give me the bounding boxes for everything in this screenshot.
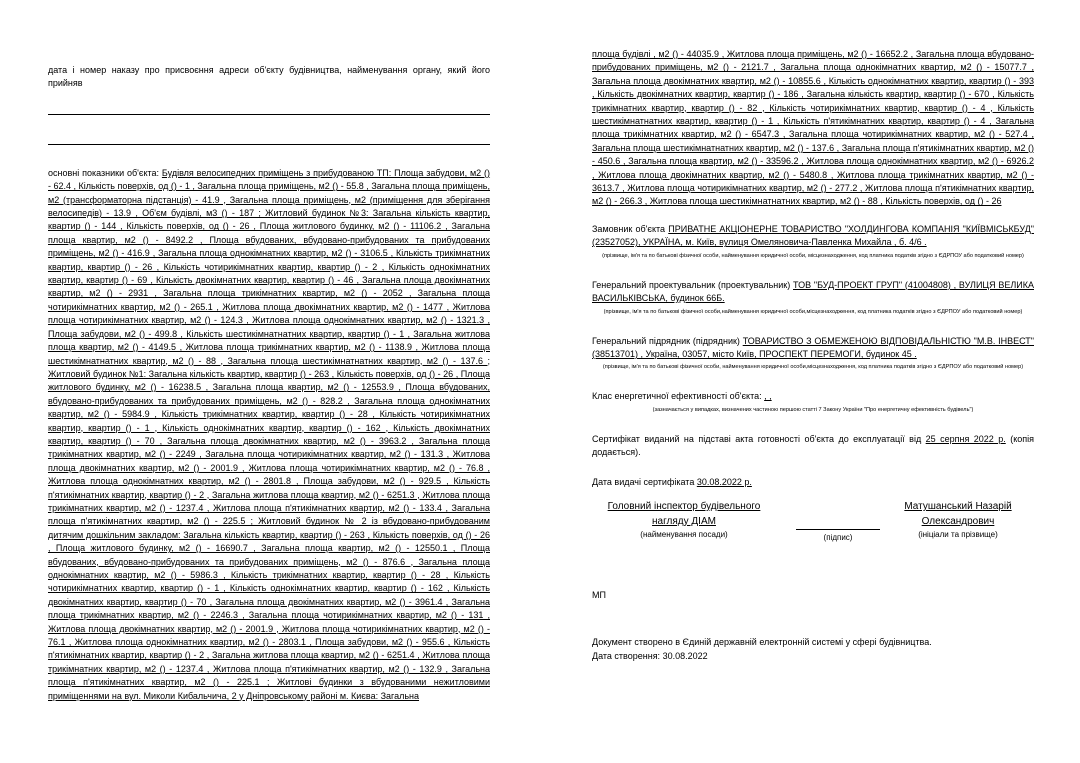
act-date: 25 серпня 2022 р. [925,433,1006,444]
customer-label: Замовник об'єкта [592,223,669,234]
energy-class [592,390,1034,403]
customer-value: ПРИВАТНЕ АКЦІОНЕРНЕ ТОВАРИСТВО "ХОЛДИНГОВА КОМПАНІЯ "КИЇВМІСЬКБУД" (23527052), УКРАЇНА, м. Київ, вулиця Омеляновича-Павленка Михайла , б. 4/6 . [592,223,1034,248]
energy-label: Клас енергетичної ефективності об'єкта: [592,391,765,402]
footer-line-2: Дата створення: 30.08.2022 [592,650,708,661]
left-column [48,64,490,703]
customer-block [592,223,1034,250]
contractor-block [592,335,1034,362]
certificate-basis-post: (копія додається). [592,433,1034,458]
order-header: дата і номер наказу про присвоєння адреси об'єкту будівництва, найменування органу, який його прийняв [48,65,490,89]
name-caption: (ініціали та прізвище) [918,529,998,539]
customer-note: (прізвище, ім'я та по батькові фізичної особи, найменування юридичної особи, місцезнаходження, код платника податків згідно з ЄДРПОУ або податковий номер) [602,252,1024,259]
contractor-note: (прізвище, ім'я та по батькові фізичної особи, найменування юридичної особи,місцезнаходження, код платника податків згідно з ЄДРПОУ або податковий номер) [602,364,1024,371]
main-indicators [48,167,490,703]
designer-value: ТОВ "БУД-ПРОЕКТ ГРУП" (41004808) , ВУЛИЦЯ ВЕЛИКА ВАСИЛЬКІВСЬКА, будинок 66Б. [592,279,1034,304]
name-block [882,499,1034,541]
contractor-label: Генеральний підрядник (підрядник) [592,335,743,346]
right-column [592,48,1034,663]
issue-date-label: Дата видачі сертифіката [592,476,697,487]
signature-line [796,529,880,530]
indicators-continuation: площа будівлі , м2 () - 44035.9 , Житлова площа приміщень, м2 () - 16652.2 , Загальна площа вбудовано-прибудованих приміщень, м2 () - 2121.7 , Загальна площа однокімнатних квартир, м2 () - 15077.7 , Загальна площа двокімнатних квартир, м2 () - 10855.6 , Кількість однокімнатних квартир, квартир () - 393 , Кількість двокімнатних квартир, квартир () - 186 , Загальна кількість квартир, квартир () - 670 , Кількість трикімнатних квартир, квартир () - 82 , Кількість чотирикімнатних квартир, квартир () - 4 , Кількість шестикімнатнатних квартир, квартир () - 1 , Кількість п'ятикімнатних квартир, квартир () - 4 , Загальна площа трикімнатних квартир, м2 () - 6547.3 , Загальна площа чотирикімнатних квартир, м2 () - 527.4 , Загальна площа шестикімнатнатних квартир, м2 () - 137.6 , Загальна площа п'ятикімнатних квартир, м2 () - 450.6 , Загальна площа квартир, м2 () - 33596.2 , Житлова площа однокімнатних квартир, м2 () - 6926.2 , Житлова площа двокімнатних квартир, м2 () - 5480.8 , Житлова площа трикімнатних квартир, м2 () - 3613.7 , Житлова площа чотирикімнатних квартир, м2 () - 277.2 , Житлова площа п'ятикімнатних квартир, м2 () - 266.3 , Житлова площа шестикімнатнатних квартир, м2 () - 88 , Кількість поверхів, од () - 26 [592,49,1034,207]
issue-date-block [592,476,1034,489]
certificate-basis-pre: Сертифікат виданий на підставі акта готовності об'єкта до експлуатації від [592,433,926,444]
designer-note: (прізвище, ім'я та по батькові фізичної особи,найменування юридичної особи,місцезнаходження, код платника податків згідно з ЄДРПОУ або податковий номер) [603,308,1023,315]
position-block [592,499,776,541]
position-value: Головний інспектор будівельного нагляду ДІАМ [607,500,761,527]
signature-block [796,499,880,544]
signature-space [796,499,880,529]
issue-date: 30.08.2022 р. [696,476,752,487]
inspector-name: Матушанський Назарій Олександрович [904,500,1012,527]
certificate-basis [592,433,1034,460]
signature-row [592,499,1034,591]
main-indicators-label: основні показники об'єкта: [48,167,162,178]
stamp-place: МП [592,589,606,600]
blank-line-2 [48,144,490,145]
blank-line-1 [48,114,490,115]
contractor-value: ТОВАРИСТВО З ОБМЕЖЕНОЮ ВІДПОВІДАЛЬНІСТЮ "М.В. ІНВЕСТ" (38513701) , Україна, 03057, місто Київ, ПРОСПЕКТ ПЕРЕМОГИ, будинок 45 . [592,335,1034,359]
energy-note: (зазначається у випадках, визначених частиною першою статті 7 Закону України "Про енергетичну ефективність будівель") [652,406,974,413]
signature-caption: (підпис) [823,532,853,542]
footer-line-1: Документ створено в Єдиній державній електронній системі у сфері будівництва. [592,637,932,648]
designer-block [592,279,1034,306]
energy-value: , , [764,391,772,402]
designer-label: Генеральний проектувальник (проектувальник) [592,279,793,290]
position-caption: (найменування посади) [640,529,728,539]
main-indicators-text: Будівля велосипедних приміщень з прибудованою ТП: Площа забудови, м2 () - 62.4 , Кількість поверхів, од () - 1 , Загальна площа приміщень, м2 () - 55.8 , Загальна площа приміщень, м2 (трансформаторна підстанція) - 41.9 , Загальна площа приміщень, м2 (приміщення для зберігання велосипедів) - 13.9 , Об'єм будівлі, м3 () - 187 ; Житловий будинок №3: Загальна кількість квартир, квартир () - 144 , Кількість поверхів, од () - 26 , Площа житлового будинку, м2 () - 11106.2 , Загальна площа квартир, м2 () - 8492.2 , Площа вбудованих, вбудовано-прибудованих та прибудованих приміщень, м2 () - 416.9 , Загальна площа однокімнатних квартир, м2 () - 3106.5 , Кількість трикімнатних квартир, квартир () - 26 , Кількість чотирикімнатних квартир, квартир () - 2 , Кількість однокімнатних квартир, квартир () - 69 , Кількість двокімнатних квартир, квартир () - 46 , Загальна площа двокімнатних квартир, м2 () - 2931 , Загальна площа трикімнатних квартир, м2 () - 2052 , Загальна площа чотирикімнатних квартир, м2 () - 265.1 , Житлова площа двокімнатних квартир, м2 () - 1477 , Житлова площа чотирикімнатних квартир, м2 () - 124.3 , Житлова площа однокімнатних квартир, м2 () - 1321.3 , Площа забудови, м2 () - 499.8 , Кількість шестикімнатнатних квартир, квартир () - 1 , Загальна житлова площа квартир, м2 () - 4149.5 , Житлова площа трикімнатних квартир, м2 () - 1138.9 , Житлова площа шестикімнатнатних квартир, м2 () - 88 , Загальна площа шестикімнатнатних квартир, м2 () - 137.6 ; Житловий будинок №1: Загальна кількість квартир, квартир () - 263 , Кількість поверхів, од () - 26 , Площа житлового будинку, м2 () - 16238.5 , Загальна площа квартир, м2 () - 12553.9 , Площа вбудованих, вбудовано-прибудованих та прибудованих приміщень, м2 () - 828.2 , Загальна площа однокімнатних квартир, м2 () - 5984.9 , Кількість трикімнатних квартир, квартир () - 28 , Кількість чотирикімнатних квартир, квартир () - 1 , Кількість однокімнатних квартир, квартир () - 162 , Кількість двокімнатних квартир, квартир () - 70 , Загальна площа двокімнатних квартир, м2 () - 3963.2 , Загальна площа трикімнатних квартир, м2 () - 2249 , Загальна площа чотирикімнатних квартир, м2 () - 131.3 , Житлова площа двокімнатних квартир, м2 () - 2001.9 , Житлова площа чотирикімнатних квартир, м2 () - 76.8 , Житлова площа однокімнатних квартир, м2 () - 2801.8 , Площа забудови, м2 () - 929.5 , Кількість п'ятикімнатних квартир, квартир () - 2 , Загальна житлова площа квартир, м2 () - 6251.3 , Житлова площа трикімнатних квартир, м2 () - 1237.4 , Житлова площа п'ятикімнатних квартир, м2 () - 133.4 , Загальна площа п'ятикімнатних квартир, м2 () - 225.5 ; Житловий будинок № 2 із вбудовано-прибудованим дитячим дошкільним закладом: Загальна кількість квартир, квартир () - 263 , Кількість поверхів, од () - 26 , Площа житлового будинку, м2 () - 16690.7 , Загальна площа квартир, м2 () - 12550.1 , Площа вбудованих, вбудовано-прибудованих та прибудованих приміщень, м2 () - 876.6 , Загальна площа однокімнатних квартир, м2 () - 5986.3 , Кількість трикімнатних квартир, квартир () - 28 , Кількість чотирикімнатних квартир, квартир () - 1 , Кількість однокімнатних квартир, квартир () - 162 , Кількість двокімнатних квартир, квартир () - 70 , Загальна площа двокімнатних квартир, м2 () - 3961.4 , Загальна площа трикімнатних квартир, м2 () - 2246.3 , Загальна площа чотирикімнатних квартир, м2 () - 131 , Житлова площа двокімнатних квартир, м2 () - 2001.9 , Житлова площа чотирикімнатних квартир, м2 () - 76.1 , Житлова площа однокімнатних квартир, м2 () - 2803.1 , Площа забудови, м2 () - 955.6 , Кількість п'ятикімнатних квартир, квартир () - 2 , Загальна житлова площа квартир, м2 () - 6251.4 , Житлова площа трикімнатних квартир, м2 () - 1237.4 , Житлова площа п'ятикімнатних квартир, м2 () - 132.9 , Загальна площа п'ятикімнатних квартир, м2 () - 225.1 ; Житлові будинки з вбудованими нежитловими приміщеннями на вул. Миколи Кибальчича, 2 у Дніпровському районі м. Києва: Загальна [48,167,491,701]
